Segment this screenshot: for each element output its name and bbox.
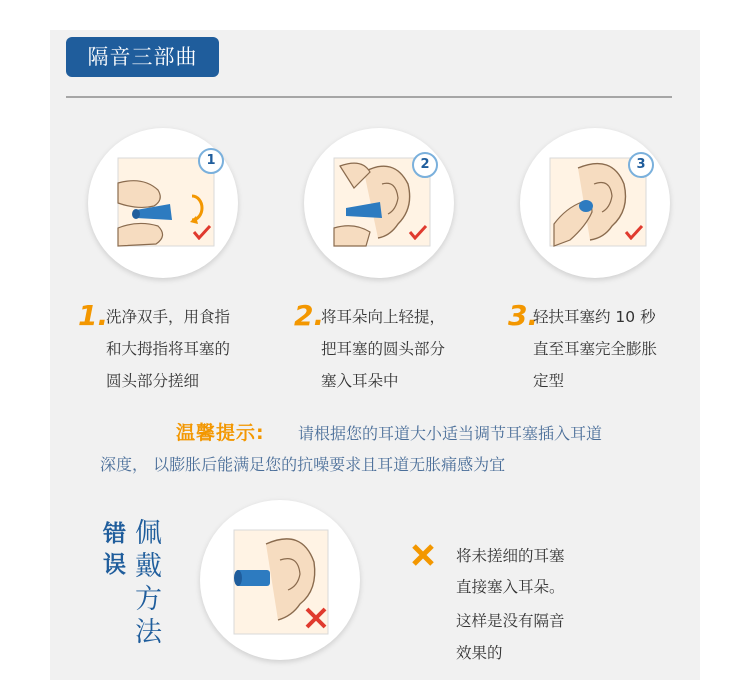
step-2-badge: 2 [412,152,438,178]
tip-line-1: 请根据您的耳道大小适当调节耳塞插入耳道 [298,424,603,443]
step-2-line-1: 将耳朵向上轻提， [321,308,446,326]
step-2-number: 2. [294,299,325,332]
check-icon [624,224,644,240]
tip-line-2: 深度， 以膨胀后能满足您的抗噪要求且耳道无胀痛感为宜 [100,455,506,474]
step-3-badge: 3 [628,152,654,178]
wrong-line-1: 将未搓细的耳塞 [456,547,565,565]
step-2-line-2: 把耳塞的圆头部分 [321,340,446,358]
wrong-heading-serif-2: 戴 [135,551,162,582]
step-3-line-3: 定型 [533,372,565,390]
tip-label: 温馨提示: [176,422,265,444]
step-3-line-2: 直至耳塞完全膨胀 [533,340,658,358]
wrong-line-3: 这样是没有隔音 [456,612,565,630]
step-1-line-3: 圆头部分搓细 [106,372,200,390]
wrong-heading-serif-1: 佩 [135,518,162,549]
step-3-number: 3. [508,299,539,332]
wrong-heading-char-2: 误 [103,552,126,578]
step-2-line-3: 塞入耳朵中 [321,372,399,390]
check-icon [408,224,428,240]
wrong-line-4: 效果的 [456,644,503,662]
wrong-heading-serif-3: 方 [135,584,162,615]
orange-x-icon [410,542,436,568]
check-icon [192,224,212,240]
step-1-line-2: 和大拇指将耳塞的 [106,340,231,358]
cross-icon [304,606,328,630]
step-2-illustration [304,128,454,278]
step-3-illustration [520,128,670,278]
wrong-method-illustration [200,500,360,660]
wrong-line-2: 直接塞入耳朵。 [456,578,565,596]
step-1-illustration [88,128,238,278]
divider [66,96,672,98]
page-title: 隔音三部曲 [66,37,219,77]
step-1-line-1: 洗净双手，用食指 [106,308,231,326]
wrong-heading-char-1: 错 [103,521,126,547]
wrong-heading-serif-4: 法 [135,617,162,648]
step-1-badge: 1 [198,148,224,174]
step-1-number: 1. [78,299,109,332]
step-3-line-1: 轻扶耳塞约 10 秒 [533,308,656,326]
